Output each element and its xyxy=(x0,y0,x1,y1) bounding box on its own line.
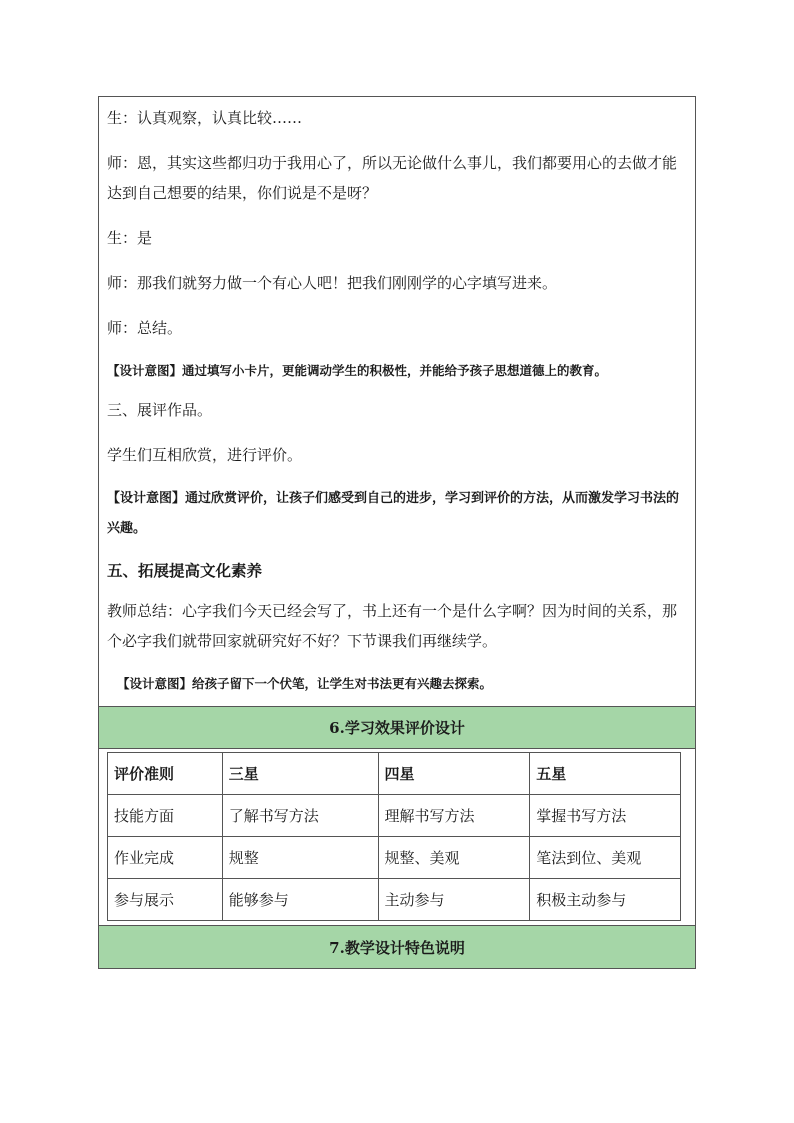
table-row xyxy=(108,795,681,837)
table-cell: 主动参与 xyxy=(378,879,530,921)
table-header-cell: 五星 xyxy=(530,753,681,795)
table-cell: 掌握书写方法 xyxy=(530,795,681,837)
paragraph: 学生们互相欣赏，进行评价。 xyxy=(107,446,303,464)
table-cell: 规整 xyxy=(222,837,378,879)
table-cell: 能够参与 xyxy=(222,879,378,921)
table-header-row xyxy=(108,753,681,795)
table-header-cell: 评价准则 xyxy=(108,753,223,795)
table-cell: 积极主动参与 xyxy=(530,879,681,921)
dialogue-line: 师：那我们就努力做一个有心人吧！把我们刚刚学的心字填写进来。 xyxy=(107,274,558,292)
section-bar-features: 7.教学设计特色说明 xyxy=(99,925,695,968)
table-cell: 笔法到位、美观 xyxy=(530,837,681,879)
dialogue-line: 师：总结。 xyxy=(107,319,183,337)
paragraph: 教师总结：心字我们今天已经会写了，书上还有一个是什么字啊？因为时间的关系，那个必字我们就带回家就研究好不好？下节课我们再继续学。 xyxy=(107,602,678,650)
evaluation-table xyxy=(107,752,681,921)
lesson-plan-frame xyxy=(98,96,696,969)
dialogue-line: 师：恩，其实这些都归功于我用心了，所以无论做什么事儿，我们都要用心的去做才能达到自己想要的结果，你们说是不是呀？ xyxy=(107,154,678,202)
evaluation-table-wrap xyxy=(99,749,695,925)
section-heading: 三、展评作品。 xyxy=(107,401,213,419)
table-row xyxy=(108,879,681,921)
design-intent-note: 【设计意图】通过填写小卡片，更能调动学生的积极性，并能给予孩子思想道德上的教育。 xyxy=(107,363,608,378)
design-intent-note: 【设计意图】给孩子留下一个伏笔，让学生对书法更有兴趣去探索。 xyxy=(117,676,493,691)
section-heading: 五、拓展提高文化素养 xyxy=(107,562,263,580)
table-cell: 规整、美观 xyxy=(378,837,530,879)
teaching-process-cell xyxy=(99,97,695,706)
table-row xyxy=(108,837,681,879)
table-cell: 理解书写方法 xyxy=(378,795,530,837)
table-cell: 参与展示 xyxy=(108,879,223,921)
table-header-cell: 三星 xyxy=(222,753,378,795)
table-cell: 了解书写方法 xyxy=(222,795,378,837)
table-cell: 作业完成 xyxy=(108,837,223,879)
dialogue-line: 生：是 xyxy=(107,229,153,247)
design-intent-note: 【设计意图】通过欣赏评价，让孩子们感受到自己的进步，学习到评价的方法，从而激发学习书法的兴趣。 xyxy=(107,491,680,536)
table-header-cell: 四星 xyxy=(378,753,530,795)
table-cell: 技能方面 xyxy=(108,795,223,837)
dialogue-line: 生：认真观察，认真比较…… xyxy=(107,109,303,127)
section-bar-evaluation: 6.学习效果评价设计 xyxy=(99,706,695,749)
